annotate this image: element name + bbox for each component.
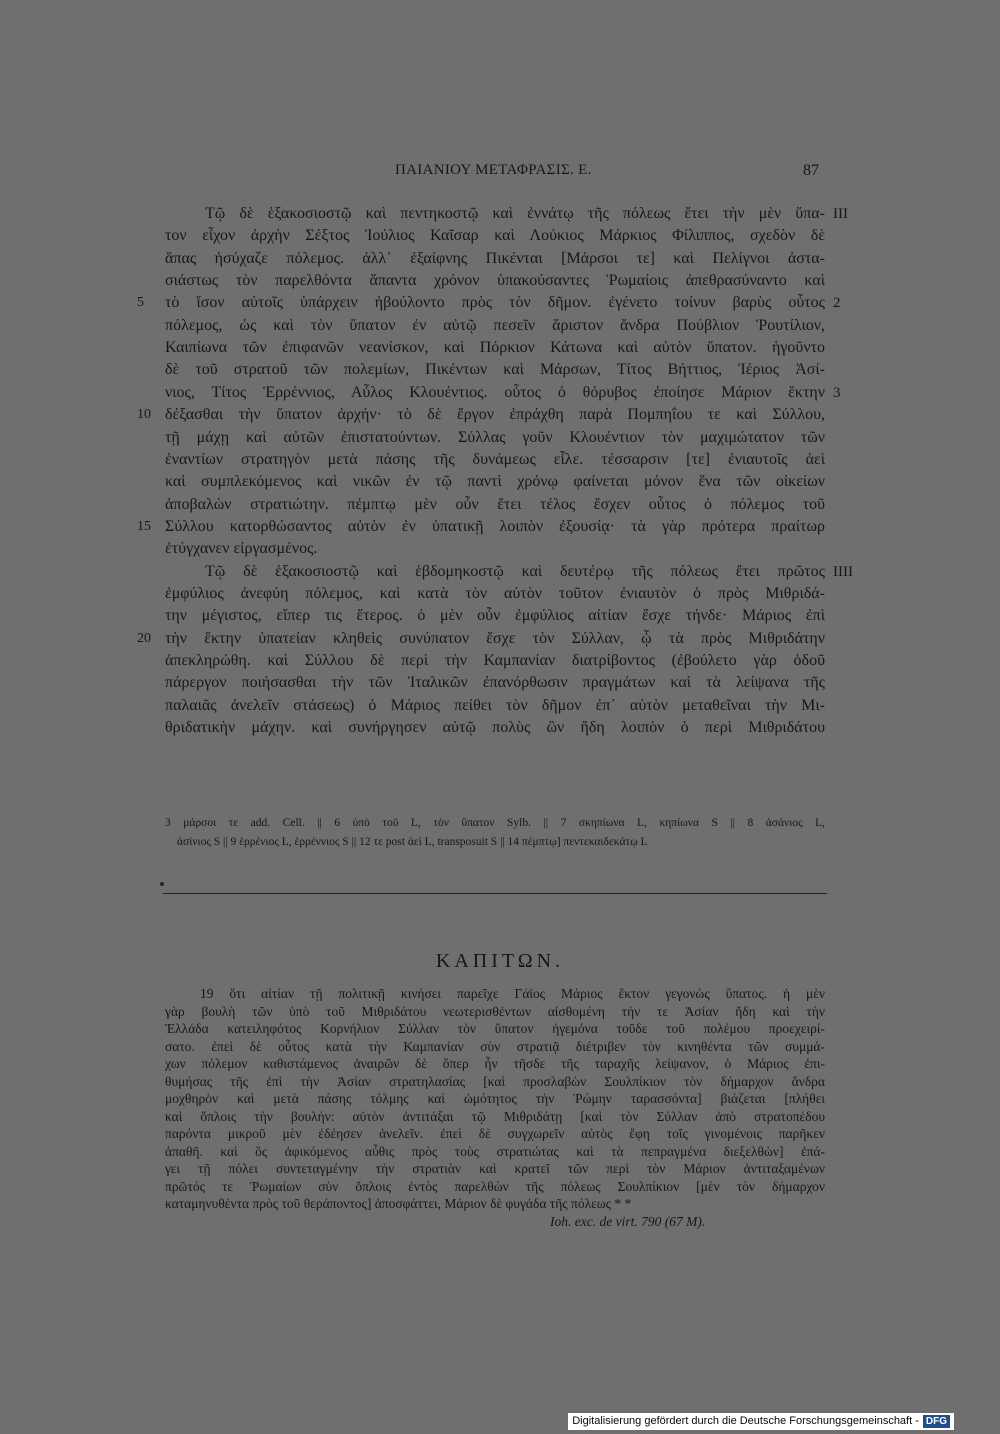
line-text: δὲ τοῦ στρατοῦ τῶν πολεμίων, Πικέντων καὶ Μάρσων, Τίτος Βήττιος, Ἱέριος Ἀσί- <box>165 361 825 379</box>
text-line <box>0 337 1000 359</box>
fragment-line: γει τῇ πόλει συντεταγμένην τὴν στρατιὰν καὶ κρατεῖ τῶν περὶ τὸν Μάριον ἀντιταξαμένων <box>165 1161 825 1176</box>
text-line <box>0 449 1000 471</box>
fragment-line: καταμηνυθέντα πρὸς τοῦ θεράποντος] ἀποσφάττει, Μάριον δὲ φυγάδα τῆς πόλεως * * <box>165 1196 632 1211</box>
text-line <box>0 561 1000 583</box>
line-text: Σύλλου κατορθώσαντος αὐτὸν ἐν ὑπατικῇ λοιπὸν ἐξουσίᾳ· τὰ γὰρ πρότερα πραίτωρ <box>165 517 825 535</box>
line-text: τῇ μάχῃ καὶ αὐτῶν ἐπιστατούντων. Σύλλας γοῦν Κλουέντιον τὸν μαχιμώτατον τῶν <box>165 428 825 446</box>
digitization-credit <box>568 1413 954 1430</box>
text-line <box>0 270 1000 292</box>
fragment-line: πρῶτός τε Ῥωμαίων σὺν ὅπλοις ἐντὸς παρελθὼν τῆς πόλεως Σουλπίκιον [μὲν τὸν δήμαρχον <box>165 1178 825 1194</box>
text-line <box>0 516 1000 538</box>
line-text: ἀπεκληρώθη. καὶ Σύλλου δὲ περὶ τὴν Καμπανίαν διατρίβοντος (ἐβούλετο γὰρ ὁδοῦ <box>165 652 825 669</box>
line-text: ἅπας ἡσύχαζε πόλεμος. ἀλλ᾽ ἐξαίφνης Πικένται [Μάρσοι τε] καὶ Πελίγνοι ἀστα- <box>165 249 825 267</box>
line-text: ἐτύγχανεν εἰργασμένος. <box>165 540 318 558</box>
line-number: 10 <box>137 407 151 423</box>
running-header <box>0 162 1000 186</box>
line-text: πόλεμος, ὡς καὶ τὸν ὕπατον ἐν αὐτῷ πεσεῖν ἄριστον ἄνδρα Πούβλιον Ῥουτίλιον, <box>165 316 825 334</box>
line-text: Τῷ δὲ ἑξακοσιοστῷ καὶ ἑβδομηκοστῷ καὶ δευτέρῳ τῆς πόλεως ἔτει πρῶτος <box>205 562 825 580</box>
section-marker: 2 <box>833 295 841 312</box>
section-marker: 3 <box>833 384 841 401</box>
fragment-line: σατο. ἐπεὶ δὲ οὗτος κατὰ τὴν Καμπανίαν σὺν στρατιᾷ διέτριβεν τὸν κινηθέντα τῶν συμμά- <box>165 1038 825 1054</box>
text-line <box>0 717 1000 739</box>
fragment-line: χων πόλεμον καθιστάμενος ἀναιρῶν δὲ ὅπερ ἦν τῆσδε τῆς ταραχῆς λείψανον, ὁ Μάριος ἐπι- <box>165 1056 825 1071</box>
line-text: θριδατικὴν μάχην. καὶ συνήργησεν αὐτῷ πολὺς ὢν ἤδη λοιπὸν ὁ περὶ Μιθριδάτου <box>165 719 825 737</box>
text-line <box>0 203 1000 225</box>
text-line <box>0 359 1000 381</box>
page-number: 87 <box>803 162 819 179</box>
fragment-line: γὰρ βουλὴ τῶν ὑπὸ τοῦ Μιθριδάτου νεωτερισθέντων αἰσθομένη τήν τε Ἀσίαν ἤδη καὶ τὴν <box>165 1003 825 1019</box>
section-divider <box>163 893 827 894</box>
text-line <box>0 538 1000 560</box>
line-number: 15 <box>137 518 151 534</box>
rule-dot <box>160 882 164 886</box>
section-marker: III <box>833 206 848 222</box>
text-line <box>0 494 1000 516</box>
text-line <box>0 315 1000 337</box>
line-text: παλαιᾶς ἀνελεῖν στάσεως) ὁ Μάριος πείθει τὸν δῆμον ἐπ᾽ αὐτὸν μεταθεῖναι τὴν Μι- <box>165 696 825 714</box>
line-text: Καιπίωνα τῶν ἐπιφανῶν νεανίσκον, καὶ Πόρκιον Κάτωνα καὶ αὐτὸν ὕπατον. ἡγοῦντο <box>165 339 825 357</box>
line-text: ἐμφύλιος ἀνεφύη πόλεμος, καὶ κατὰ τὸν αὐτὸν τοῦτον ἐνιαυτὸν ὁ πρὸς Μιθριδά- <box>165 584 825 602</box>
section-title: ΚΑΠΙΤΩΝ. <box>435 950 565 972</box>
line-text: πάρεργον ποιήσασθαι τὴν τῶν Ἰταλικῶν ἐπανόρθωσιν πραγμάτων καὶ τὰ λείψανα τῆς <box>165 674 825 692</box>
fragment-line: ἀπαθῆ. καὶ ὃς ἀφικόμενος αὖθις πρὸς τοὺς στρατιώτας καὶ τὰ πεπραγμένα διεξελθὼν] ἐπά- <box>165 1143 825 1159</box>
text-line <box>0 292 1000 314</box>
section-marker: IIII <box>833 563 853 580</box>
fragment-line: Ἑλλάδα κατειληφότος Κορνήλιον Σύλλαν τὸν ὕπατον ἡγεμόνα τοῦδε τοῦ πολέμου προεχειρί- <box>165 1021 825 1036</box>
line-text: τὴν ἕκτην ὑπατείαν κληθεὶς συνύπατον ἔσχε τὸν Σύλλαν, ᾧ τὰ πρὸς Μιθριδάτην <box>165 629 825 647</box>
running-title: ΠΑΙΑΝΙΟΥ ΜΕΤΑΦΡΑΣΙΣ. Ε. <box>395 162 592 178</box>
line-text: τον εἶχον ἀρχὴν Σέξτος Ἰούλιος Καῖσαρ καὶ Λούκιος Μάρκιος Φίλιππος, σχεδὸν δὲ <box>165 227 825 245</box>
line-text: την μέγιστος, εἴπερ τις ἕτερος. ὁ μὲν οὖν ἐμφύλιος αἰτίαν ἔσχε τήνδε· Μάριος ἐπὶ <box>165 607 825 625</box>
fragment-line: θυμήσας τῆς ἐπὶ τὴν Ἀσίαν στρατηλασίας [καὶ προσλαβὼν Σουλπίκιον τὸν δήμαρχον ἄνδρα <box>165 1073 825 1089</box>
footnote-line: 3 μάρσοι τε add. Cell. || 6 ὑπὸ τοῦ L, τὸν ὕπατον Sylb. || 7 σκηπίωνα L, κηπίωνα S || 8 ἀσάνιος L, <box>165 817 825 829</box>
text-line <box>0 471 1000 493</box>
line-text: καὶ συμπλεκόμενος καὶ νικῶν ἐν τῷ παντὶ χρόνῳ φαίνεται μόνον ἕνα τῶν οἰκείων <box>165 473 825 491</box>
line-number: 20 <box>137 630 151 646</box>
text-line <box>0 248 1000 270</box>
line-text: σιάστως τὸν παρελθόντα ἅπαντα χρόνον ὑπακούσαντες Ῥωμαίοις ἀπεθρασύναντο καὶ <box>165 272 825 290</box>
text-line <box>0 672 1000 694</box>
credit-text: Digitalisierung gefördert durch die Deutsche Forschungsgemeinschaft - <box>572 1415 919 1427</box>
line-number: 5 <box>137 295 144 311</box>
fragment-source: Ioh. exc. de virt. 790 (67 M). <box>550 1213 706 1229</box>
fragment-line: 19 ὅτι αἰτίαν τῇ πολιτικῇ κινήσει παρεῖχε Γάϊος Μάριος ἕκτον γεγονὼς ὕπατος. ἡ μὲν <box>200 986 825 1001</box>
fragment-line: καὶ ὅπλοις τὴν βουλήν: αὐτὸν ἀντιτάξαι τῷ Μιθριδάτῃ [καὶ τὸν Σύλλαν ἀπὸ στρατοπέδου <box>165 1108 825 1124</box>
line-text: ἀποβαλὼν στρατιώτην. πέμπτῳ μὲν οὖν ἔτει τέλος ἔσχεν οὗτος ὁ πόλεμος τοῦ <box>165 495 825 513</box>
dfg-logo: DFG <box>923 1415 950 1428</box>
text-line <box>0 583 1000 605</box>
text-line <box>0 695 1000 717</box>
text-line <box>0 404 1000 426</box>
line-text: Τῷ δὲ ἑξακοσιοστῷ καὶ πεντηκοστῷ καὶ ἐννάτῳ τῆς πόλεως ἔτει τὴν μὲν ὕπα- <box>205 205 825 222</box>
text-line <box>0 427 1000 449</box>
text-line <box>0 650 1000 672</box>
text-line <box>0 225 1000 247</box>
line-text: δέξασθαι τὴν ὕπατον ἀρχήν· τὸ δὲ ἔργον ἐπράχθη παρὰ Πομπηΐου τε καὶ Σύλλου, <box>165 406 825 424</box>
line-text: ἐναντίων στρατηγὸν μετὰ πάσης τῆς δυνάμεως εἷλε. τέσσαρσιν [τε] ἐνιαυτοῖς ἀεὶ <box>165 450 825 468</box>
critical-apparatus <box>165 814 825 852</box>
footnote-line: ἀσίνιος S || 9 ἑρρένιος L, ἑρρέννιος S || 12 τε post ἀεὶ L, transposuit S || 14 πέμπτῳ] πεντεκαιδεκάτῳ L <box>177 836 648 848</box>
text-line <box>0 605 1000 627</box>
fragment-line: μοχθηρὸν καὶ μετὰ πάσης τόλμης καὶ ὠμότητος τὴν Ῥώμην ταρασσόντα] βιάζεται [πλήθει <box>165 1091 825 1106</box>
text-line <box>0 628 1000 650</box>
line-text: τὸ ἴσον αὐτοῖς ὑπάρχειν ἠβούλοντο πρὸς τὸν δῆμον. ἐγένετο τοίνυν βαρὺς οὗτος <box>165 294 825 312</box>
fragment-line: παρόντα μικροῦ μὲν ἐδέησεν ἀνελεῖν. ἐπεὶ δὲ συγχωρεῖν αὐτὸς ἔφη τοῖς γινομένοις παρῆκεν <box>165 1126 825 1141</box>
line-text: νιος, Τίτος Ἑρρέννιος, Αὖλος Κλουέντιος. οὗτος ὁ θόρυβος ἐποίησε Μάριον ἕκτην <box>165 383 825 401</box>
text-line <box>0 382 1000 404</box>
